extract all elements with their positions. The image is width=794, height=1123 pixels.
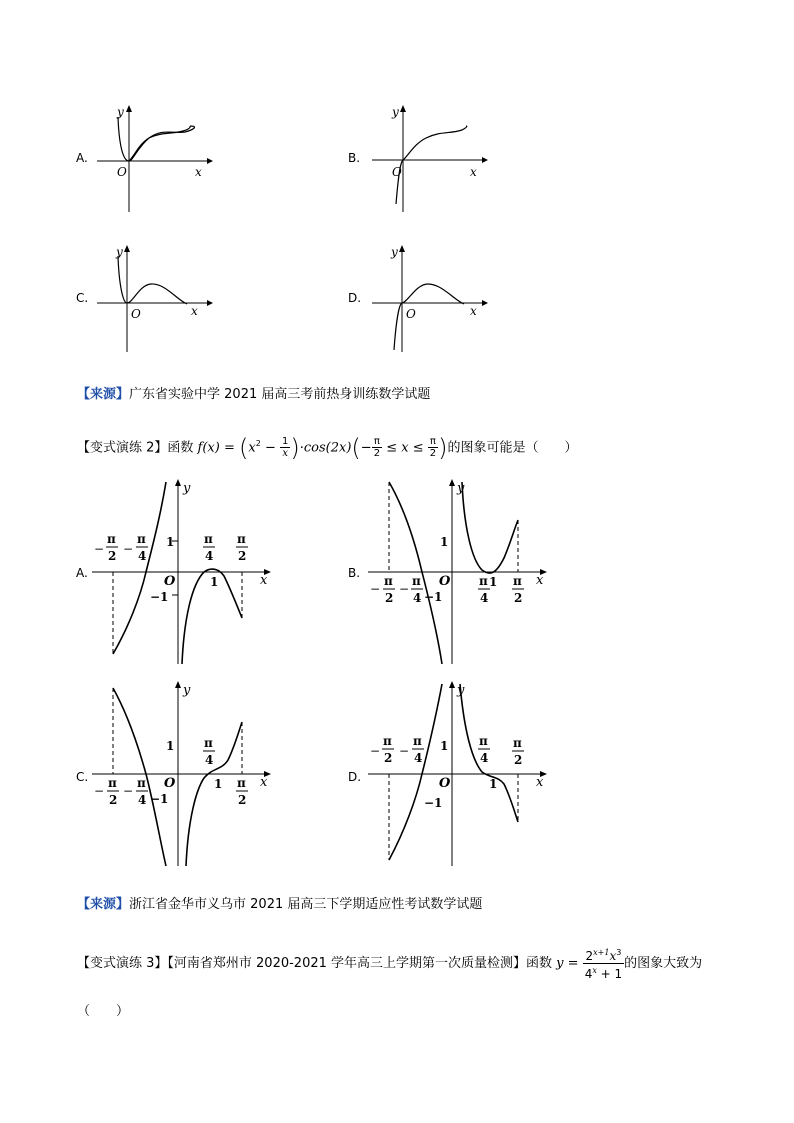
exercise2-suffix: 的图象可能是（ ） <box>447 440 578 456</box>
exercise2-dom-frac-left: $\frac{\pi}{2}$ <box>373 436 381 460</box>
svg-text:π: π <box>237 776 246 790</box>
svg-text:π: π <box>413 734 422 748</box>
svg-text:x: x <box>260 573 268 588</box>
svg-text:y: y <box>183 683 191 698</box>
ex2-option-a: A. <box>76 566 88 580</box>
svg-text:1: 1 <box>440 739 449 753</box>
ex2-option-c: C. <box>76 770 89 784</box>
svg-text:O: O <box>439 776 451 791</box>
svg-text:O: O <box>164 776 176 791</box>
svg-text:−1: −1 <box>424 590 443 604</box>
exercise3-stem <box>77 946 702 981</box>
exercise2-x: x <box>248 440 256 456</box>
graph-top-d-y: y <box>391 245 398 259</box>
svg-text:4: 4 <box>138 549 147 563</box>
svg-text:−: − <box>370 582 381 596</box>
ex2-graph-d <box>364 680 554 870</box>
exercise2-prefix: 【变式演练 2】函数 <box>77 440 194 456</box>
exercise2-sup: 2 <box>255 439 261 448</box>
exercise2-dom-frac-right: $\frac{\pi}{2}$ <box>429 436 437 460</box>
svg-text:4: 4 <box>414 751 423 765</box>
exercise3-prefix: 【变式演练 3】【河南省郑州市 2020-2021 学年高三上学期第一次质量检测】函数 <box>77 956 553 971</box>
svg-text:−: − <box>123 784 134 798</box>
graph-top-d-origin: O <box>406 307 416 321</box>
option-a-label: A. <box>76 151 88 165</box>
svg-text:O: O <box>439 574 451 589</box>
svg-text:2: 2 <box>514 591 523 605</box>
exercise3-yeq: y = <box>556 956 579 971</box>
ex2-graph-c <box>88 680 278 870</box>
option-c-label: C. <box>76 291 89 305</box>
graph-top-b <box>370 100 500 215</box>
svg-text:2: 2 <box>514 753 523 767</box>
svg-text:π: π <box>204 736 213 750</box>
svg-text:−: − <box>94 542 105 556</box>
exercise2-cos: ·cos(2x) <box>299 440 352 456</box>
svg-text:1: 1 <box>210 575 219 589</box>
svg-text:π: π <box>383 734 392 748</box>
svg-text:2: 2 <box>109 793 118 807</box>
svg-text:1: 1 <box>489 777 498 791</box>
svg-text:2: 2 <box>384 751 393 765</box>
svg-text:y: y <box>457 481 465 496</box>
svg-text:4: 4 <box>205 753 214 767</box>
svg-text:2: 2 <box>238 549 247 563</box>
graph-top-b-x: x <box>470 165 477 179</box>
option-d-label: D. <box>348 291 362 305</box>
source-text-2: 浙江省金华市义乌市 2021 届高三下学期适应性考试数学试题 <box>129 897 483 912</box>
svg-text:x: x <box>260 775 268 790</box>
svg-text:π: π <box>479 734 488 748</box>
graph-top-d-x: x <box>470 304 477 318</box>
graph-top-c <box>95 240 225 355</box>
svg-text:4: 4 <box>138 793 147 807</box>
svg-text:−1: −1 <box>424 796 443 810</box>
exercise3-frac: $\frac{2^{x+1}x^3}{4^x + 1}$ <box>584 948 623 981</box>
svg-text:4: 4 <box>205 549 214 563</box>
source-line-1 <box>77 383 430 402</box>
exercise2-dom-minus: − <box>360 440 372 456</box>
svg-text:4: 4 <box>413 591 422 605</box>
svg-text:−1: −1 <box>150 590 169 604</box>
svg-text:1: 1 <box>440 535 449 549</box>
ex2-graph-a <box>88 478 278 668</box>
svg-text:O: O <box>164 574 176 589</box>
exercise2-minus: − <box>264 440 276 456</box>
svg-text:π: π <box>412 574 421 588</box>
svg-text:2: 2 <box>108 549 117 563</box>
graph-top-d <box>370 240 500 355</box>
source-text-1: 广东省实验中学 2021 届高三考前热身训练数学试题 <box>129 387 431 402</box>
graph-top-c-origin: O <box>131 307 141 321</box>
exercise2-func: f(x) = <box>197 440 235 456</box>
exercise3-suffix: 的图象大致为 <box>624 956 703 971</box>
exercise2-stem: 【变式演练 2】函数 $f(x) = (x^2$ − $\frac{1}{x}$ )·cos(2x)(− $\frac{\pi}{2}$ ≤ x ≤ $\frac{\pi}{2}$ )的图象可能是（ ） <box>77 433 578 462</box>
svg-text:−: − <box>399 582 410 596</box>
svg-text:−: − <box>370 744 381 758</box>
ex2-option-b: B. <box>348 566 361 580</box>
ex2-graph-b <box>364 478 554 668</box>
svg-text:−: − <box>94 784 105 798</box>
svg-text:π: π <box>108 776 117 790</box>
graph-top-c-y: y <box>116 245 123 259</box>
svg-text:π: π <box>479 574 488 588</box>
svg-text:x: x <box>536 775 544 790</box>
option-b-label: B. <box>348 151 361 165</box>
svg-text:−: − <box>399 744 410 758</box>
svg-text:4: 4 <box>480 751 489 765</box>
ex2-option-d: D. <box>348 770 362 784</box>
svg-text:π: π <box>513 736 522 750</box>
exercise2-frac: $\frac{1}{x}$ <box>282 436 289 460</box>
svg-text:y: y <box>457 683 465 698</box>
svg-text:π: π <box>384 574 393 588</box>
graph-top-b-origin: O <box>392 165 402 179</box>
graph-top-a-origin: O <box>117 165 127 179</box>
source-bracket-1: 【来源】 <box>77 387 130 402</box>
graph-top-a-y: y <box>117 105 124 119</box>
graph-top-a <box>95 100 225 215</box>
svg-text:π: π <box>204 532 213 546</box>
graph-top-a-x: x <box>195 165 202 179</box>
svg-text:π: π <box>137 776 146 790</box>
exercise3-blank: （ ） <box>77 1004 130 1019</box>
svg-text:1: 1 <box>166 535 175 549</box>
svg-text:−: − <box>123 542 134 556</box>
svg-text:2: 2 <box>238 793 247 807</box>
svg-text:π: π <box>137 532 146 546</box>
svg-text:1: 1 <box>214 777 223 791</box>
svg-text:y: y <box>183 481 191 496</box>
svg-text:2: 2 <box>385 591 394 605</box>
exercise2-ineq: ≤ x ≤ <box>386 440 424 456</box>
svg-text:x: x <box>536 573 544 588</box>
svg-text:π: π <box>513 574 522 588</box>
svg-text:π: π <box>107 532 116 546</box>
svg-text:1: 1 <box>489 575 498 589</box>
svg-text:1: 1 <box>166 739 175 753</box>
svg-text:π: π <box>237 532 246 546</box>
graph-top-b-y: y <box>392 105 399 119</box>
svg-text:4: 4 <box>480 591 489 605</box>
source-bracket-2: 【来源】 <box>77 897 130 912</box>
svg-text:−1: −1 <box>150 792 169 806</box>
graph-top-c-x: x <box>191 304 198 318</box>
source-line-2 <box>77 893 482 912</box>
